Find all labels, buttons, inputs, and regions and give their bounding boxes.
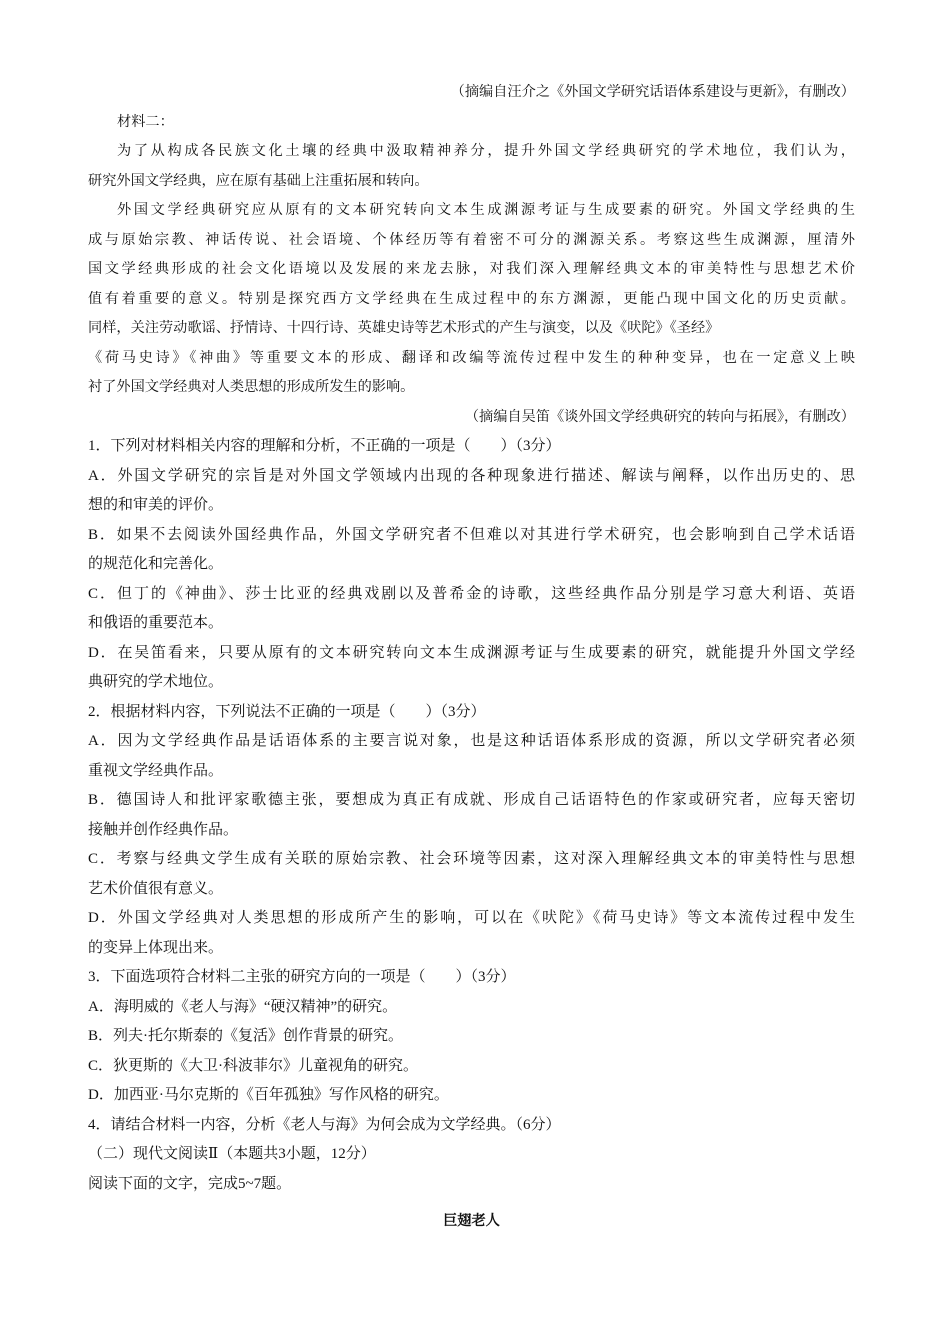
- paragraph-line: 国文学经典形成的社会文化语境以及发展的来龙去脉，对我们深入理解经典文本的审美特性与思想艺术价: [88, 261, 855, 277]
- story-title: 巨翅老人: [443, 1213, 500, 1229]
- question-1-stem: 1．下列对材料相关内容的理解和分析，不正确的一项是（ ）（3分）: [88, 438, 561, 454]
- question-1-option-c: C．但丁的《神曲》、莎士比亚的经典戏剧以及普希金的诗歌，这些经典作品分别是学习意大利语、英语: [88, 585, 855, 602]
- question-3-option-b: B．列夫·托尔斯泰的《复活》创作背景的研究。: [88, 1028, 404, 1044]
- question-1-option-d-cont: 典研究的学术地位。: [88, 674, 224, 690]
- question-3-option-c: C．狄更斯的《大卫·科波菲尔》儿童视角的研究。: [88, 1057, 419, 1074]
- question-3-option-d: D．加西亚·马尔克斯的《百年孤独》写作风格的研究。: [88, 1087, 449, 1103]
- question-1-option-d: D．在吴笛看来，只要从原有的文本研究转向文本生成渊源考证与生成要素的研究，就能提升外国文学经: [88, 644, 855, 661]
- material2-heading: 材料二：: [117, 113, 174, 130]
- material2-source: （摘编自吴笛《谈外国文学经典研究的转向与拓展》，有删改）: [464, 408, 855, 425]
- question-1-option-b: B．如果不去阅读外国经典作品，外国文学研究者不但难以对其进行学术研究，也会影响到自己学术话语: [88, 526, 855, 543]
- paragraph-line: 值有着重要的意义。特别是探究西方文学经典在生成过程中的东方渊源，更能凸现中国文化的历史贡献。: [88, 290, 855, 307]
- question-2-stem: 2．根据材料内容，下列说法不正确的一项是（ ）（3分）: [88, 703, 486, 720]
- question-3-option-a: A．海明威的《老人与海》“硬汉精神”的研究。: [88, 998, 398, 1015]
- section-2-heading: （二）现代文阅读Ⅱ（本题共3小题，12分）: [88, 1146, 376, 1162]
- question-1-option-c-cont: 和俄语的重要范本。: [88, 615, 224, 631]
- question-1-option-b-cont: 的规范化和完善化。: [88, 556, 224, 572]
- material1-source: （摘编自汪介之《外国文学研究话语体系建设与更新》，有删改）: [450, 84, 855, 100]
- question-2-option-c-cont: 艺术价值很有意义。: [88, 880, 224, 897]
- paragraph-line: 衬了外国文学经典对人类思想的形成所发生的影响。: [88, 379, 415, 395]
- paragraph-line: 研究外国文学经典，应在原有基础上注重拓展和转向。: [88, 172, 429, 189]
- question-1-option-a: A．外国文学研究的宗旨是对外国文学领域内出现的各种现象进行描述、解读与阐释，以作出历史的、思: [88, 467, 855, 484]
- exam-page: [88, 78, 855, 1237]
- paragraph-line: 为了从构成各民族文化土壤的经典中汲取精神养分，提升外国文学经典研究的学术地位，我们认为，: [117, 143, 855, 159]
- question-3-stem: 3．下面选项符合材料二主张的研究方向的一项是（ ）（3分）: [88, 969, 516, 985]
- paragraph-line: 外国文学经典研究应从原有的文本研究转向文本生成渊源考证与生成要素的研究。外国文学经典的生: [117, 202, 855, 218]
- question-1-option-a-cont: 想的和审美的评价。: [88, 497, 224, 513]
- question-4-stem: 4．请结合材料一内容，分析《老人与海》为何会成为文学经典。（6分）: [88, 1116, 561, 1133]
- paragraph-line: 《荷马史诗》《神曲》等重要文本的形成、翻译和改编等流传过程中发生的种种变异，也在一定意义上映: [88, 349, 855, 366]
- question-2-option-d: D．外国文学经典对人类思想的形成所产生的影响，可以在《吠陀》《荷马史诗》等文本流传过程中发生: [88, 910, 855, 926]
- section-2-instruction: 阅读下面的文字，完成5~7题。: [88, 1175, 292, 1192]
- paragraph-line: 同样，关注劳动歌谣、抒情诗、十四行诗、英雄史诗等艺术形式的产生与演变，以及《吠陀》《圣经》: [88, 320, 720, 336]
- paragraph-line: 成与原始宗教、神话传说、社会语境、个体经历等有着密不可分的渊源关系。考察这些生成渊源，厘清外: [88, 231, 855, 248]
- question-2-option-d-cont: 的变异上体现出来。: [88, 939, 224, 956]
- question-2-option-c: C．考察与经典文学生成有关联的原始宗教、社会环境等因素，这对深入理解经典文本的审美特性与思想: [88, 851, 855, 867]
- question-2-option-b-cont: 接触并创作经典作品。: [88, 821, 239, 838]
- question-2-option-a-cont: 重视文学经典作品。: [88, 762, 224, 779]
- question-2-option-a: A．因为文学经典作品是话语体系的主要言说对象，也是这种话语体系形成的资源，所以文学研究者必须: [88, 733, 855, 749]
- question-2-option-b: B．德国诗人和批评家歌德主张，要想成为真正有成就、形成自己话语特色的作家或研究者，应每天密切: [88, 792, 855, 808]
